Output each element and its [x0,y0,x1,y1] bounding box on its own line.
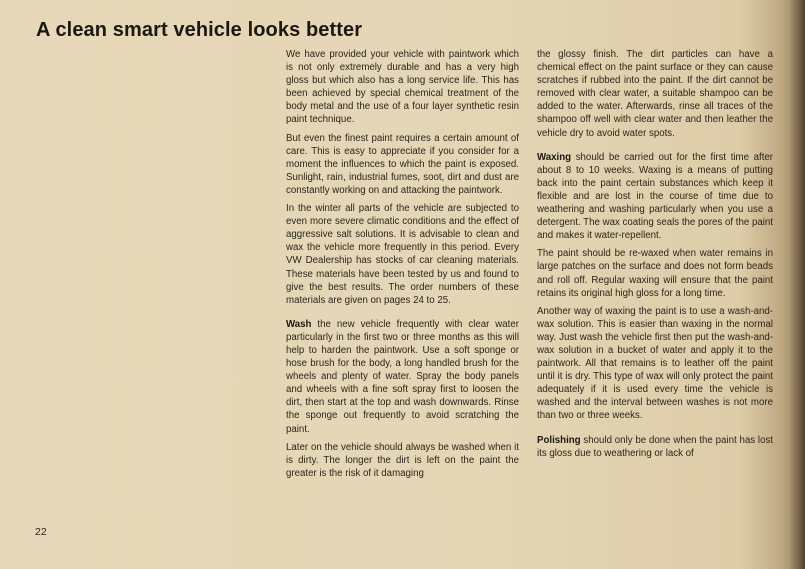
paragraph-polishing [537,434,773,460]
paragraph-paint-care: But even the finest paint requires a certain amount of care. This is easy to appreciate if you consider for a moment the influences to which the paint is exposed. Sunlight, rain, industrial fumes, soot, dirt and dust are constantly working on and attacking the paintwork. [286,132,519,196]
wash-heading: Wash [286,318,312,330]
polishing-text: should only be done when the paint has lost its gloss due to weathering or lack of [537,434,773,459]
paragraph-wash [286,318,519,436]
paragraph-glossy-finish: the glossy finish. The dirt particles can have a chemical effect on the paint surface or they can cause scratches if rubbed into the paint. If the dirt cannot be removed with clear water, a suitable shampoo can be added to the water. Afterwards, rinse all traces of the shampoo off well with clear water and then leather the vehicle dry to avoid water spots. [537,49,773,139]
page-binding-shadow [789,0,805,569]
paragraph-rewax: The paint should be re-waxed when water remains in large patches on the surface and does not form beads and roll off. Regular waxing will ensure that the paint retains its original high gloss for a long time. [537,248,773,299]
paragraph-waxing [537,151,773,243]
text-column-right [537,48,773,465]
waxing-heading: Waxing [537,151,572,163]
paragraph-winter-care: In the winter all parts of the vehicle are subjected to even more severe climatic conditions and the effect of aggressive salt solutions. It is advisable to clean and wax the vehicle more frequently in this period. Every VW Dealership has stocks of car cleaning materials. These materials have been tested by us and found to give the best results. The order numbers of these materials are given on pages 24 to 25. [286,203,519,306]
polishing-heading: Polishing [537,434,581,446]
paragraph-wash-and-wax: Another way of waxing the paint is to use a wash-and-wax solution. This is easier than waxing in the normal way. Just wash the vehicle first then put the wash-and-wax solution in a bucket of water and apply it to the paintwork. All that remains is to leather off the paint until it is dry. This type of wax will only protect the paint adequately if it is used every time the vehicle is washed and the interval between washes is not more than two or three weeks. [537,305,773,422]
waxing-text: should be carried out for the first time after about 8 to 10 weeks. Waxing is a means of putting back into the paint certain substances which keep it flexible and are lost in the course of time due to weathering and washing particularly when you use a detergent. The wax coating seals the pores of the paint and makes it water-repellent. [537,151,773,242]
page-number: 22 [35,526,47,538]
paragraph-wash-later: Later on the vehicle should always be washed when it is dirty. The longer the dirt is left on the paint the greater is the risk of it damaging [286,441,519,479]
page-title: A clean smart vehicle looks better [36,19,363,41]
paragraph-paintwork-intro: We have provided your vehicle with paintwork which is not only extremely durable and has a very high gloss but which also has a long service life. This has been achieved by special chemical treatment of the body metal and the use of a four layer synthetic resin paint technique. [286,49,519,126]
wash-text: the new vehicle frequently with clear water particularly in the first two or three months as this will help to harden the paintwork. Use a soft sponge or hose brush for the body, a long handled brush for the wheels and plenty of water. Spray the body panels and wheels with a fine soft spray first to loosen the dirt, then start at the top and wash downwards. Rinse the sponge out frequently to avoid scratching the paint. [286,318,519,435]
text-column-left [286,48,519,485]
